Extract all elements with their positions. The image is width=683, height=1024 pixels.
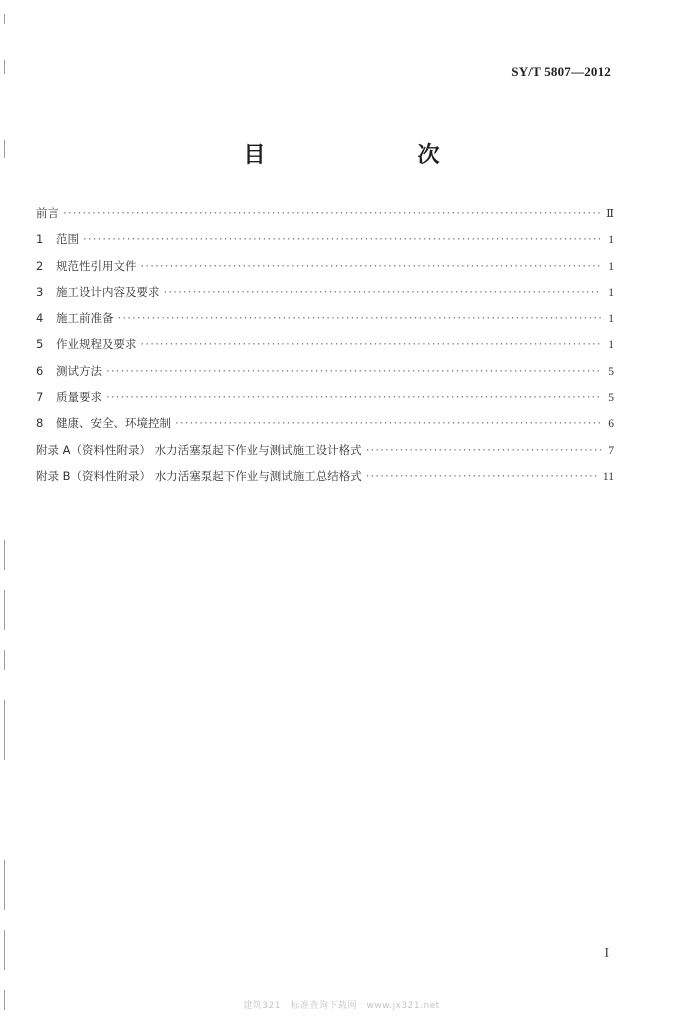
toc-entry-3[interactable] <box>36 282 614 308</box>
toc-entry-6[interactable] <box>36 361 614 387</box>
toc-section-number: 6 <box>36 363 44 378</box>
toc-label: 施工设计内容及要求 <box>56 284 160 299</box>
toc-section-number: 8 <box>36 416 44 431</box>
toc-entry-appendix-b[interactable] <box>36 466 614 492</box>
toc-leader-dots <box>106 361 601 381</box>
toc-entry-foreword[interactable] <box>36 203 614 229</box>
toc-page-number: Ⅱ <box>606 208 614 220</box>
table-of-contents <box>36 203 614 492</box>
toc-entry-2[interactable] <box>36 256 614 282</box>
toc-label: 施工前准备 <box>56 311 114 326</box>
toc-section-number: 3 <box>36 284 44 299</box>
toc-leader-dots <box>366 466 600 486</box>
toc-entry-appendix-a[interactable] <box>36 440 614 466</box>
toc-entry-7[interactable] <box>36 387 614 413</box>
toc-section-number: 2 <box>36 258 44 273</box>
toc-leader-dots <box>118 308 602 328</box>
watermark: 建筑321 标准查询下载网 www.jx321.net <box>243 1001 440 1011</box>
toc-label: 健康、安全、环境控制 <box>56 416 171 431</box>
toc-label: 附录 A（资料性附录） 水力活塞泵起下作业与测试施工设计格式 <box>36 442 362 457</box>
toc-label: 测试方法 <box>56 363 102 378</box>
standard-number: SY/T 5807—2012 <box>511 64 611 79</box>
toc-page-number: 1 <box>608 234 614 247</box>
toc-entry-4[interactable] <box>36 308 614 334</box>
toc-page-number: 11 <box>602 470 614 483</box>
toc-label: 质量要求 <box>56 390 102 405</box>
toc-page-number: 1 <box>608 260 614 273</box>
toc-page-number: 7 <box>608 444 614 457</box>
toc-page-number: 5 <box>608 392 614 405</box>
toc-label: 规范性引用文件 <box>56 258 137 273</box>
page-number: I <box>604 946 609 961</box>
toc-leader-dots <box>141 334 602 354</box>
toc-section-number: 7 <box>36 390 44 405</box>
toc-leader-dots <box>164 282 602 302</box>
toc-leader-dots <box>141 256 602 276</box>
toc-leader-dots <box>106 387 601 407</box>
toc-leader-dots <box>83 229 601 249</box>
toc-page-number: 1 <box>608 286 614 299</box>
toc-page-number: 6 <box>608 418 614 431</box>
toc-page-number: 1 <box>608 313 614 326</box>
toc-label: 附录 B（资料性附录） 水力活塞泵起下作业与测试施工总结格式 <box>36 468 362 483</box>
toc-section-number: 5 <box>36 337 44 352</box>
toc-entry-1[interactable] <box>36 229 614 255</box>
page-title: 目 次 <box>243 143 476 168</box>
toc-section-number: 1 <box>36 232 44 247</box>
toc-label: 作业规程及要求 <box>56 337 137 352</box>
toc-leader-dots <box>366 440 601 460</box>
toc-leader-dots <box>175 413 601 433</box>
toc-label: 范围 <box>56 232 79 247</box>
toc-leader-dots <box>63 203 601 223</box>
toc-entry-5[interactable] <box>36 334 614 360</box>
toc-section-number: 4 <box>36 311 44 326</box>
toc-page-number: 1 <box>608 339 614 352</box>
toc-entry-8[interactable] <box>36 413 614 439</box>
toc-label: 前言 <box>36 206 59 220</box>
toc-page-number: 5 <box>608 365 614 378</box>
